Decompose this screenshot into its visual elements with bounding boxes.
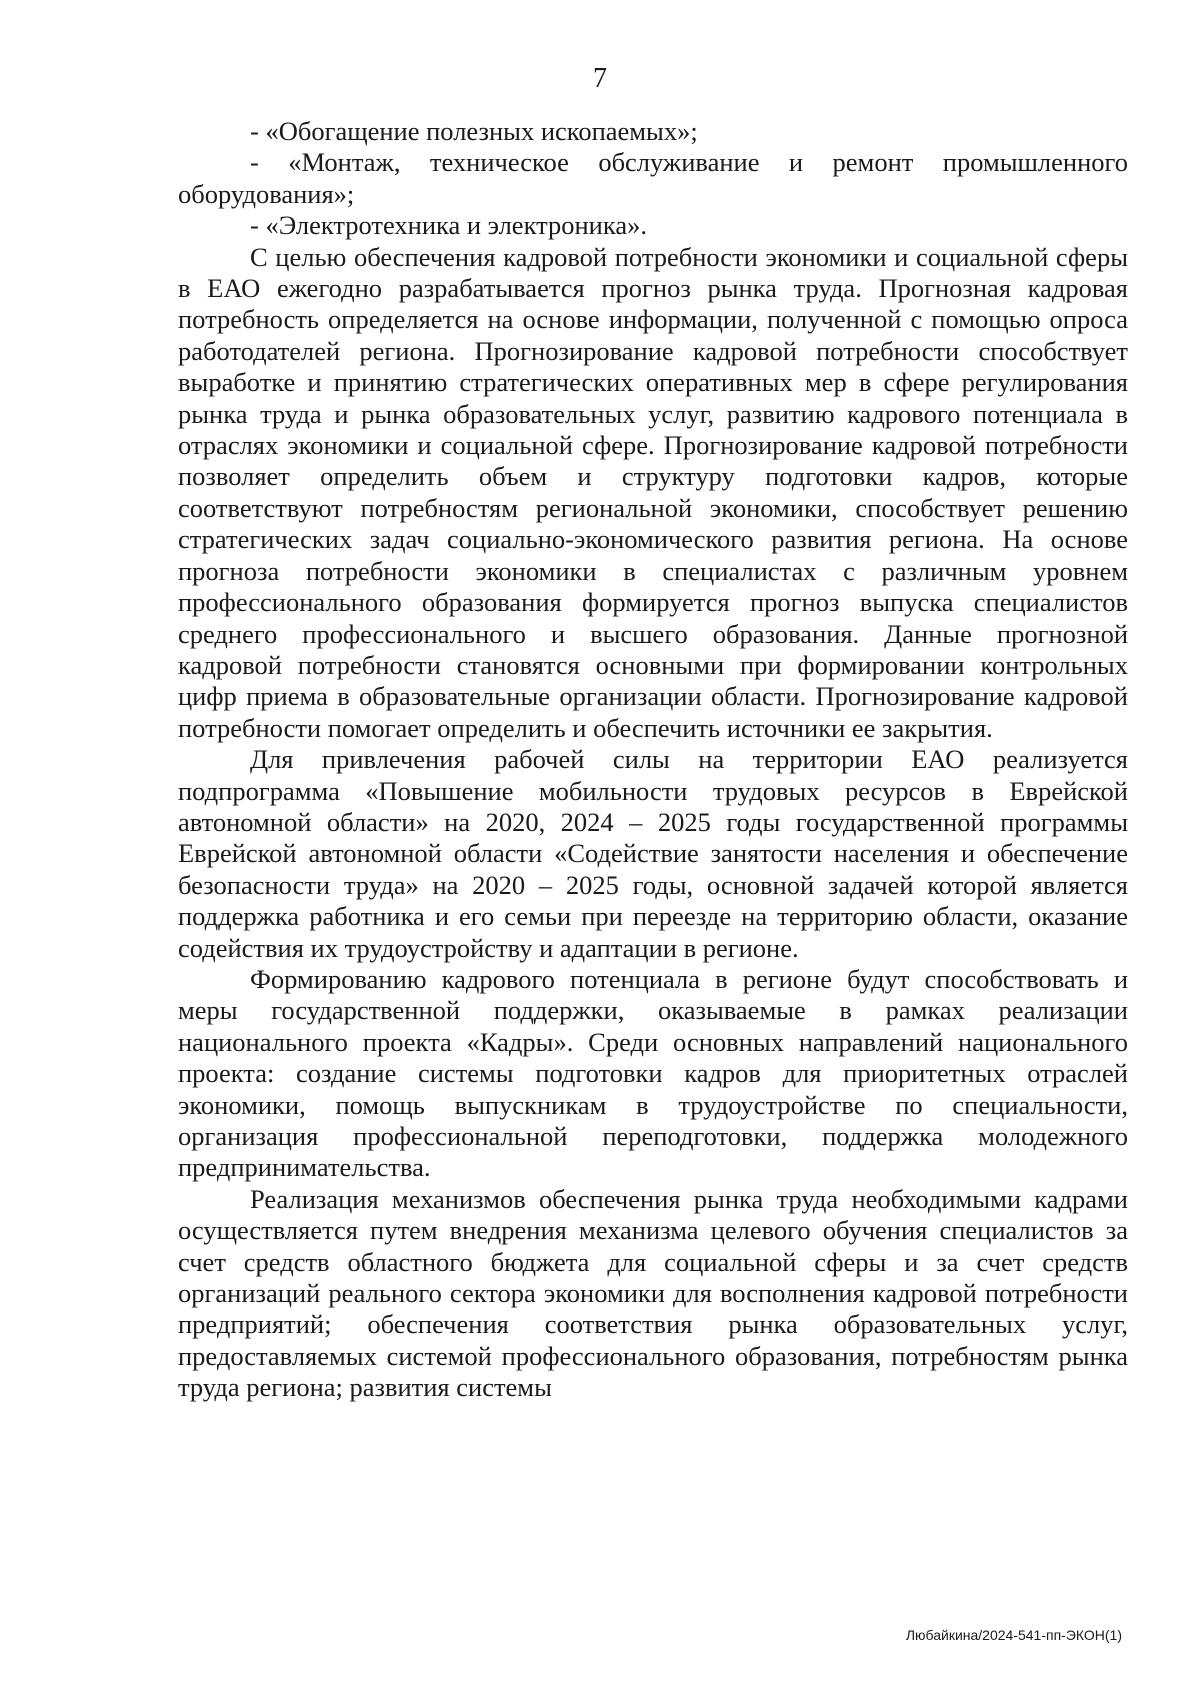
- paragraph-targeted-training: Реализация механизмов обеспечения рынка труда необходимыми кадрами осуществляется путем внедрения механизма целевого обучения специалистов за счет средств областного бюджета для социальной сферы и за счет средств организаций реального сектора экономики для восполнения кадровой потребности предприятий; обеспечения соответствия рынка образовательных услуг, предоставляемых системой профессионального образования, потребностям рынка труда региона; развития системы: [178, 1183, 1128, 1403]
- paragraph-national-project-cadres: Формированию кадрового потенциала в регионе будут способствовать и меры государственной поддержки, оказываемые в рамках реализации национального проекта «Кадры». Среди основных направлений национального проекта: создание системы подготовки кадров для приоритетных отраслей экономики, помощь выпускникам в трудоустройстве по специальности, организация профессиональной переподготовки, поддержка молодежного предпринимательства.: [178, 963, 1128, 1183]
- paragraph-labor-mobility-subprogram: Для привлечения рабочей силы на территории ЕАО реализуется подпрограмма «Повышение мобильности трудовых ресурсов в Еврейской автономной области» на 2020, 2024 – 2025 годы государственной программы Еврейской автономной области «Содействие занятости населения и обеспечение безопасности труда» на 2020 – 2025 годы, основной задачей которой является поддержка работника и его семьи при переезде на территорию области, оказание содействия их трудоустройству и адаптации в регионе.: [178, 744, 1128, 963]
- list-item-equipment-maintenance: - «Монтаж, техническое обслуживание и ремонт промышленного оборудования»;: [178, 147, 1128, 209]
- paragraph-labor-market-forecast: С целью обеспечения кадровой потребности экономики и социальной сферы в ЕАО ежегодно разрабатывается прогноз рынка труда. Прогнозная кадровая потребность определяется на основе информации, полученной с помощью опроса работодателей региона. Прогнозирование кадровой потребности способствует выработке и принятию стратегических оперативных мер в сфере регулирования рынка труда и рынка образовательных услуг, развитию кадрового потенциала в отраслях экономики и социальной сфере. Прогнозирование кадровой потребности позволяет определить объем и структуру подготовки кадров, которые соответствуют потребностям региональной экономики, способствует решению стратегических задач социально-экономического развития региона. На основе прогноза потребности экономики в специалистах с различным уровнем профессионального образования формируется прогноз выпуска специалистов среднего профессионального и высшего образования. Данные прогнозной кадровой потребности становятся основными при формировании контрольных цифр приема в образовательные организации области. Прогнозирование кадровой потребности помогает определить и обеспечить источники ее закрытия.: [178, 241, 1128, 743]
- document-footer-code: Любайкина/2024-541-пп-ЭКОН(1): [905, 1627, 1122, 1643]
- document-body: [178, 116, 1128, 1404]
- page-number: 7: [593, 63, 607, 94]
- list-item-electrical-engineering: - «Электротехника и электроника».: [250, 210, 647, 241]
- list-item-ore-processing: - «Обогащение полезных ископаемых»;: [250, 116, 698, 146]
